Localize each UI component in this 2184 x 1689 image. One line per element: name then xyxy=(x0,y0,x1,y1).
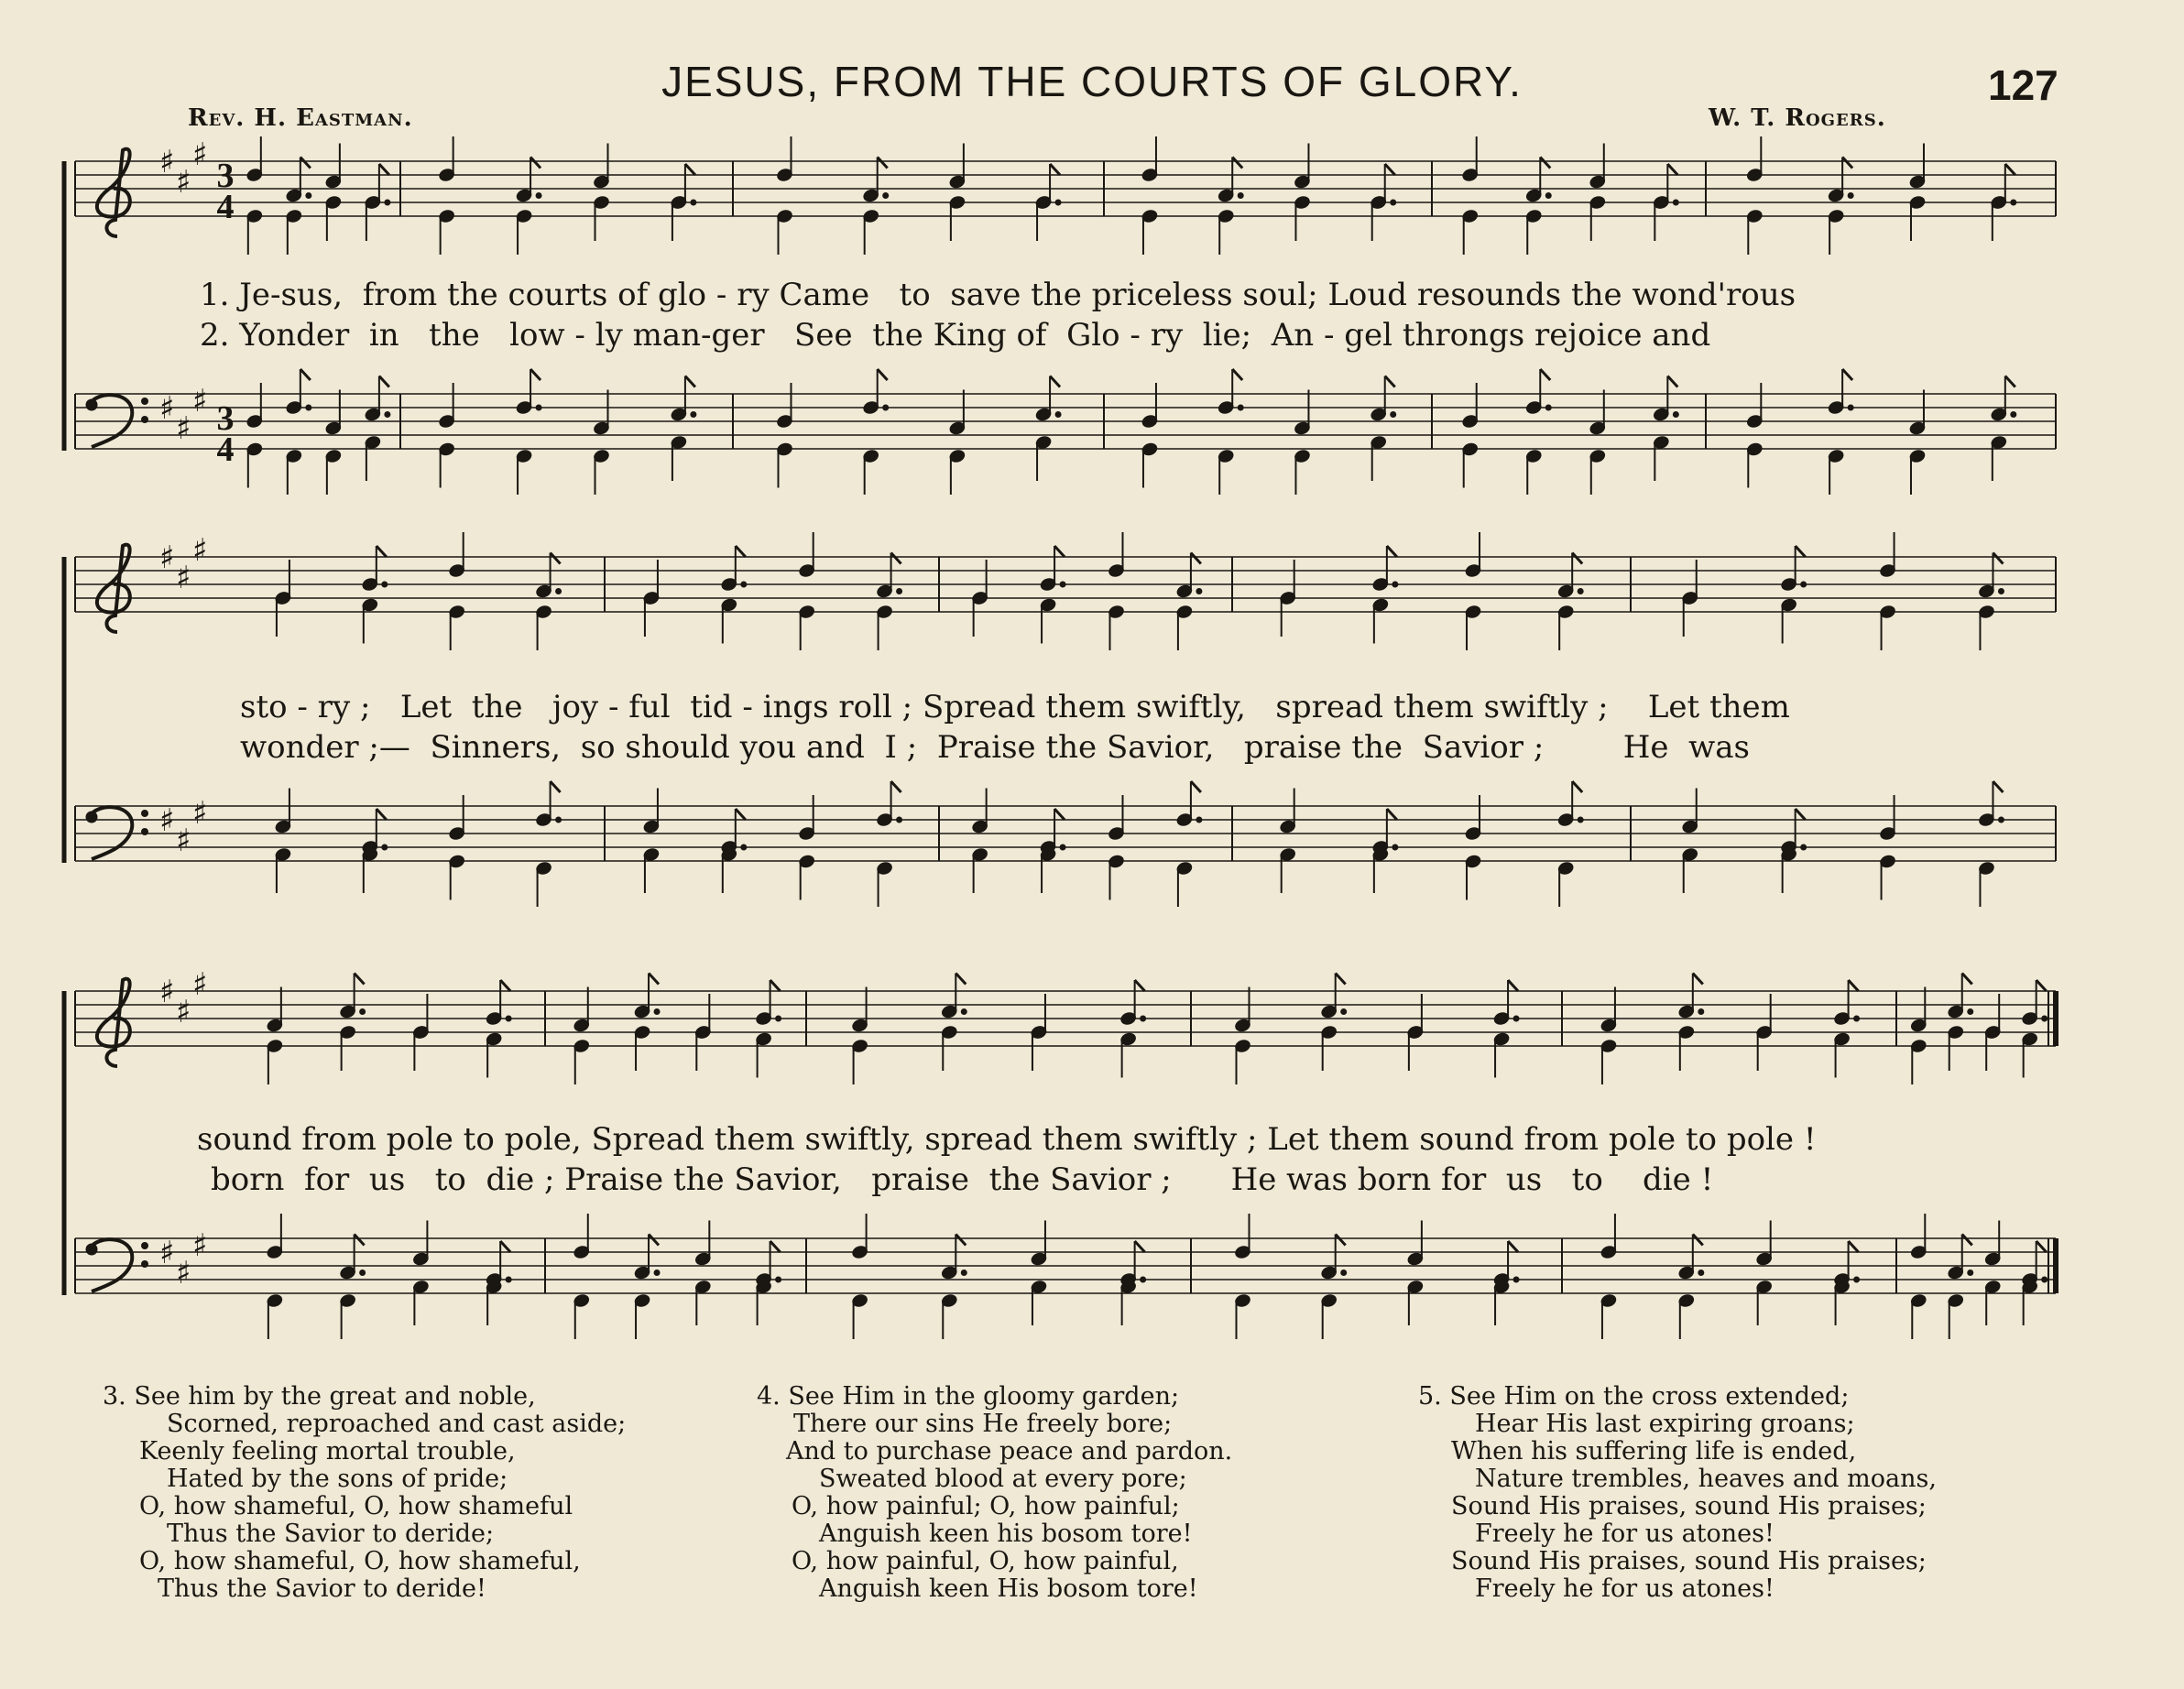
note-dot xyxy=(1998,589,2004,594)
note-flag xyxy=(2005,164,2015,175)
treble-clef-icon xyxy=(97,545,130,632)
note-dot xyxy=(360,1009,366,1015)
note-dot xyxy=(536,193,541,199)
note-flag xyxy=(530,369,541,380)
note-dot xyxy=(1141,1016,1146,1021)
note-flag xyxy=(1508,1241,1518,1252)
verse-5-line: Nature trembles, heaves and moans, xyxy=(1475,1465,1937,1493)
verse-4-line: Anguish keen His bosom tore! xyxy=(819,1575,1198,1603)
sharp-icon: ♯ xyxy=(192,1227,208,1264)
note-dot xyxy=(382,582,388,587)
verse-3-line: Keenly feeling mortal trouble, xyxy=(139,1437,516,1466)
note-flag xyxy=(1693,1235,1703,1246)
note-flag xyxy=(1849,1241,1859,1252)
note-dot xyxy=(506,1277,511,1282)
verse-5-line: Freely he for us atones! xyxy=(1475,1575,1774,1603)
bass-clef-dot xyxy=(142,811,148,817)
note-dot xyxy=(1801,844,1807,850)
system3-lyric-verse2: born for us to die ; Praise the Savior, praise the Savior ; He was born for us to die ! xyxy=(211,1161,1714,1198)
note-flag xyxy=(1962,974,1972,985)
note-flag xyxy=(2037,980,2047,991)
sharp-icon: ♯ xyxy=(159,974,175,1010)
note-dot xyxy=(897,589,902,594)
note-flag xyxy=(1993,781,2003,792)
verse-4-line: There our sins He freely bore; xyxy=(793,1410,1173,1438)
note-dot xyxy=(1392,582,1398,587)
composer-credit: W. T. Rogers. xyxy=(1709,104,1886,132)
note-flag xyxy=(1232,158,1242,169)
note-dot xyxy=(776,1277,781,1282)
note-flag xyxy=(1135,1241,1145,1252)
note-flag xyxy=(649,1235,659,1246)
note-flag xyxy=(1540,158,1550,169)
note-dot xyxy=(1673,200,1678,205)
note-flag xyxy=(551,553,561,564)
sharp-icon: ♯ xyxy=(159,390,175,427)
note-dot xyxy=(1578,589,1583,594)
note-flag xyxy=(2037,1241,2047,1252)
note-dot xyxy=(1698,1270,1704,1276)
sharp-icon: ♯ xyxy=(176,164,191,201)
system1-lyric-verse1: 1. Je-sus, from the courts of glo - ry Came to save the priceless soul; Loud resounds the wond'rous xyxy=(200,277,1796,313)
verse-4-line: Anguish keen his bosom tore! xyxy=(819,1520,1193,1548)
verse-4 xyxy=(757,1383,1232,1603)
note-flag xyxy=(1336,1235,1346,1246)
note-dot xyxy=(1055,412,1061,418)
lyricist-credit: Rev. H. Eastman. xyxy=(188,104,413,132)
note-flag xyxy=(355,974,365,985)
note-dot xyxy=(360,1270,366,1276)
note-flag xyxy=(1508,980,1518,991)
note-dot xyxy=(2011,412,2016,418)
verse-3-line: 3. See him by the great and noble, xyxy=(103,1382,536,1411)
verse-5-line: When his suffering life is ended, xyxy=(1451,1437,1857,1466)
note-flag xyxy=(1842,369,1852,380)
verse-3-line: Hated by the sons of pride; xyxy=(167,1465,508,1493)
note-flag xyxy=(1191,781,1201,792)
note-dot xyxy=(1801,582,1807,587)
note-dot xyxy=(385,412,390,418)
note-dot xyxy=(382,844,388,850)
sharp-icon: ♯ xyxy=(176,994,191,1030)
note-flag xyxy=(1385,164,1395,175)
note-flag xyxy=(956,1235,966,1246)
bass-clef-dot xyxy=(142,1243,148,1249)
bass-clef-dot xyxy=(86,1244,97,1255)
note-flag xyxy=(1962,1235,1972,1246)
treble-time-top: 3 xyxy=(216,157,235,195)
verse-4-line: 4. See Him in the gloomy garden; xyxy=(757,1382,1180,1411)
system2-lyric-verse2: wonder ;— Sinners, so should you and I ; Praise the Savior, praise the Savior ; He was xyxy=(240,729,1750,766)
note-flag xyxy=(1135,980,1145,991)
note-dot xyxy=(2042,1277,2048,1282)
note-dot xyxy=(1968,1009,1973,1015)
verse-4-line: And to purchase peace and pardon. xyxy=(786,1437,1233,1466)
note-dot xyxy=(654,1009,660,1015)
verse-5-line: 5. See Him on the cross extended; xyxy=(1418,1382,1850,1411)
note-flag xyxy=(878,158,888,169)
sharp-icon: ♯ xyxy=(192,532,208,569)
note-dot xyxy=(1998,817,2004,823)
note-flag xyxy=(878,369,888,380)
note-flag xyxy=(1054,809,1065,820)
note-flag xyxy=(770,1241,781,1252)
sharp-icon: ♯ xyxy=(159,802,175,839)
sharp-icon: ♯ xyxy=(159,144,175,180)
note-dot xyxy=(1060,582,1065,587)
bass-clef-dot xyxy=(142,829,148,835)
verse-3-line: Thus the Savior to deride! xyxy=(158,1575,486,1603)
sharp-icon: ♯ xyxy=(176,410,191,447)
note-flag xyxy=(1842,158,1852,169)
sharp-icon: ♯ xyxy=(192,795,208,832)
note-flag xyxy=(355,1235,365,1246)
note-flag xyxy=(770,980,781,991)
note-flag xyxy=(1572,553,1582,564)
note-dot xyxy=(1848,193,1853,199)
note-flag xyxy=(1050,164,1060,175)
note-dot xyxy=(897,817,902,823)
system2-lyric-verse1: sto - ry ; Let the joy - ful tid - ings roll ; Spread them swiftly, spread them swiftly ; Let them xyxy=(240,689,1790,725)
note-dot xyxy=(1854,1016,1860,1021)
note-dot xyxy=(776,1016,781,1021)
note-dot xyxy=(1055,200,1061,205)
note-dot xyxy=(1545,193,1551,199)
note-dot xyxy=(1545,405,1551,410)
note-dot xyxy=(1238,405,1243,410)
note-dot xyxy=(1513,1016,1519,1021)
note-flag xyxy=(1232,369,1242,380)
note-dot xyxy=(1698,1009,1704,1015)
note-dot xyxy=(741,844,747,850)
note-flag xyxy=(649,974,659,985)
note-dot xyxy=(1141,1277,1146,1282)
note-flag xyxy=(300,369,311,380)
note-flag xyxy=(1796,546,1806,557)
verse-4-line: O, how painful; O, how painful; xyxy=(792,1492,1180,1520)
note-flag xyxy=(530,158,541,169)
note-dot xyxy=(1238,193,1243,199)
note-dot xyxy=(741,582,747,587)
bass-clef-dot xyxy=(142,1261,148,1268)
note-dot xyxy=(1848,405,1853,410)
note-flag xyxy=(1572,781,1582,792)
note-flag xyxy=(685,164,695,175)
note-dot xyxy=(654,1270,660,1276)
note-flag xyxy=(1667,376,1677,387)
sharp-icon: ♯ xyxy=(192,136,208,173)
note-flag xyxy=(500,980,510,991)
sharp-icon: ♯ xyxy=(159,1235,175,1271)
treble-time-bottom: 4 xyxy=(216,188,235,226)
verse-5-line: Freely he for us atones! xyxy=(1475,1520,1774,1548)
note-flag xyxy=(891,553,901,564)
note-dot xyxy=(1391,200,1396,205)
bass-clef-dot xyxy=(142,398,148,405)
note-flag xyxy=(2005,376,2015,387)
treble-clef-icon xyxy=(97,149,130,236)
bass-time-bottom: 4 xyxy=(216,430,235,469)
note-dot xyxy=(1513,1277,1519,1282)
note-dot xyxy=(556,589,562,594)
note-dot xyxy=(1196,589,1202,594)
note-dot xyxy=(385,200,390,205)
verse-4-line: O, how painful, O, how painful, xyxy=(792,1547,1179,1575)
note-flag xyxy=(956,974,966,985)
note-dot xyxy=(536,405,541,410)
note-flag xyxy=(1387,809,1397,820)
note-flag xyxy=(379,164,389,175)
note-flag xyxy=(1667,164,1677,175)
bass-clef-dot xyxy=(86,399,97,410)
note-dot xyxy=(1673,412,1678,418)
sharp-icon: ♯ xyxy=(176,560,191,596)
note-flag xyxy=(1054,546,1065,557)
verse-3-line: Scorned, reproached and cast aside; xyxy=(167,1410,627,1438)
verse-4-line: Sweated blood at every pore; xyxy=(819,1465,1187,1493)
bass-clef-dot xyxy=(142,417,148,423)
note-flag xyxy=(1385,376,1395,387)
note-flag xyxy=(736,809,746,820)
verse-5-line: Sound His praises, sound His praises; xyxy=(1451,1547,1927,1575)
sharp-icon: ♯ xyxy=(176,823,191,859)
note-flag xyxy=(1191,553,1201,564)
verse-3-line: O, how shameful, O, how shameful, xyxy=(139,1547,581,1575)
note-dot xyxy=(1854,1277,1860,1282)
note-flag xyxy=(1796,809,1806,820)
bass-time-top: 3 xyxy=(216,399,235,438)
note-flag xyxy=(1993,553,2003,564)
sharp-icon: ♯ xyxy=(192,383,208,420)
note-dot xyxy=(2042,1016,2048,1021)
verse-5-line: Sound His praises, sound His praises; xyxy=(1451,1492,1927,1520)
bass-clef-dot xyxy=(86,812,97,823)
note-flag xyxy=(1387,546,1397,557)
note-dot xyxy=(1968,1270,1973,1276)
sharp-icon: ♯ xyxy=(192,966,208,1003)
note-dot xyxy=(691,412,696,418)
note-dot xyxy=(2011,200,2016,205)
note-dot xyxy=(691,200,696,205)
note-flag xyxy=(1336,974,1346,985)
note-dot xyxy=(306,405,311,410)
treble-clef-icon xyxy=(97,979,130,1066)
note-flag xyxy=(1540,369,1550,380)
note-dot xyxy=(306,193,311,199)
note-dot xyxy=(1341,1009,1347,1015)
note-flag xyxy=(379,376,389,387)
verse-3 xyxy=(103,1383,626,1603)
verse-5-line: Hear His last expiring groans; xyxy=(1475,1410,1855,1438)
note-dot xyxy=(1578,817,1583,823)
hymn-title: JESUS, FROM THE COURTS OF GLORY. xyxy=(661,58,1523,105)
verse-3-line: Thus the Savior to deride; xyxy=(167,1520,495,1548)
page-number: 127 xyxy=(1988,61,2058,109)
note-flag xyxy=(736,546,746,557)
sharp-icon: ♯ xyxy=(159,539,175,576)
note-flag xyxy=(500,1241,510,1252)
note-dot xyxy=(961,1009,966,1015)
sharp-icon: ♯ xyxy=(176,1255,191,1291)
system3-lyric-verse1: sound from pole to pole, Spread them swiftly, spread them swiftly ; Let them sound from pole to pole ! xyxy=(197,1121,1817,1158)
note-flag xyxy=(1050,376,1060,387)
note-dot xyxy=(883,405,889,410)
note-flag xyxy=(551,781,561,792)
verse-3-line: O, how shameful, O, how shameful xyxy=(139,1492,573,1520)
note-dot xyxy=(1196,817,1202,823)
verse-5 xyxy=(1418,1383,1937,1603)
note-dot xyxy=(961,1270,966,1276)
note-flag xyxy=(891,781,901,792)
note-dot xyxy=(1060,844,1065,850)
note-dot xyxy=(1391,412,1396,418)
note-dot xyxy=(556,817,562,823)
note-dot xyxy=(883,193,889,199)
treble-time-signature xyxy=(207,157,244,226)
note-flag xyxy=(1849,980,1859,991)
note-flag xyxy=(1693,974,1703,985)
note-dot xyxy=(506,1016,511,1021)
note-dot xyxy=(1392,844,1398,850)
note-flag xyxy=(300,158,311,169)
system1-lyric-verse2: 2. Yonder in the low - ly man-ger See the King of Glo - ry lie; An - gel throngs rejoice and xyxy=(200,317,1711,354)
note-flag xyxy=(377,809,387,820)
note-flag xyxy=(377,546,387,557)
bass-time-signature xyxy=(207,399,244,469)
note-dot xyxy=(1341,1270,1347,1276)
note-flag xyxy=(685,376,695,387)
